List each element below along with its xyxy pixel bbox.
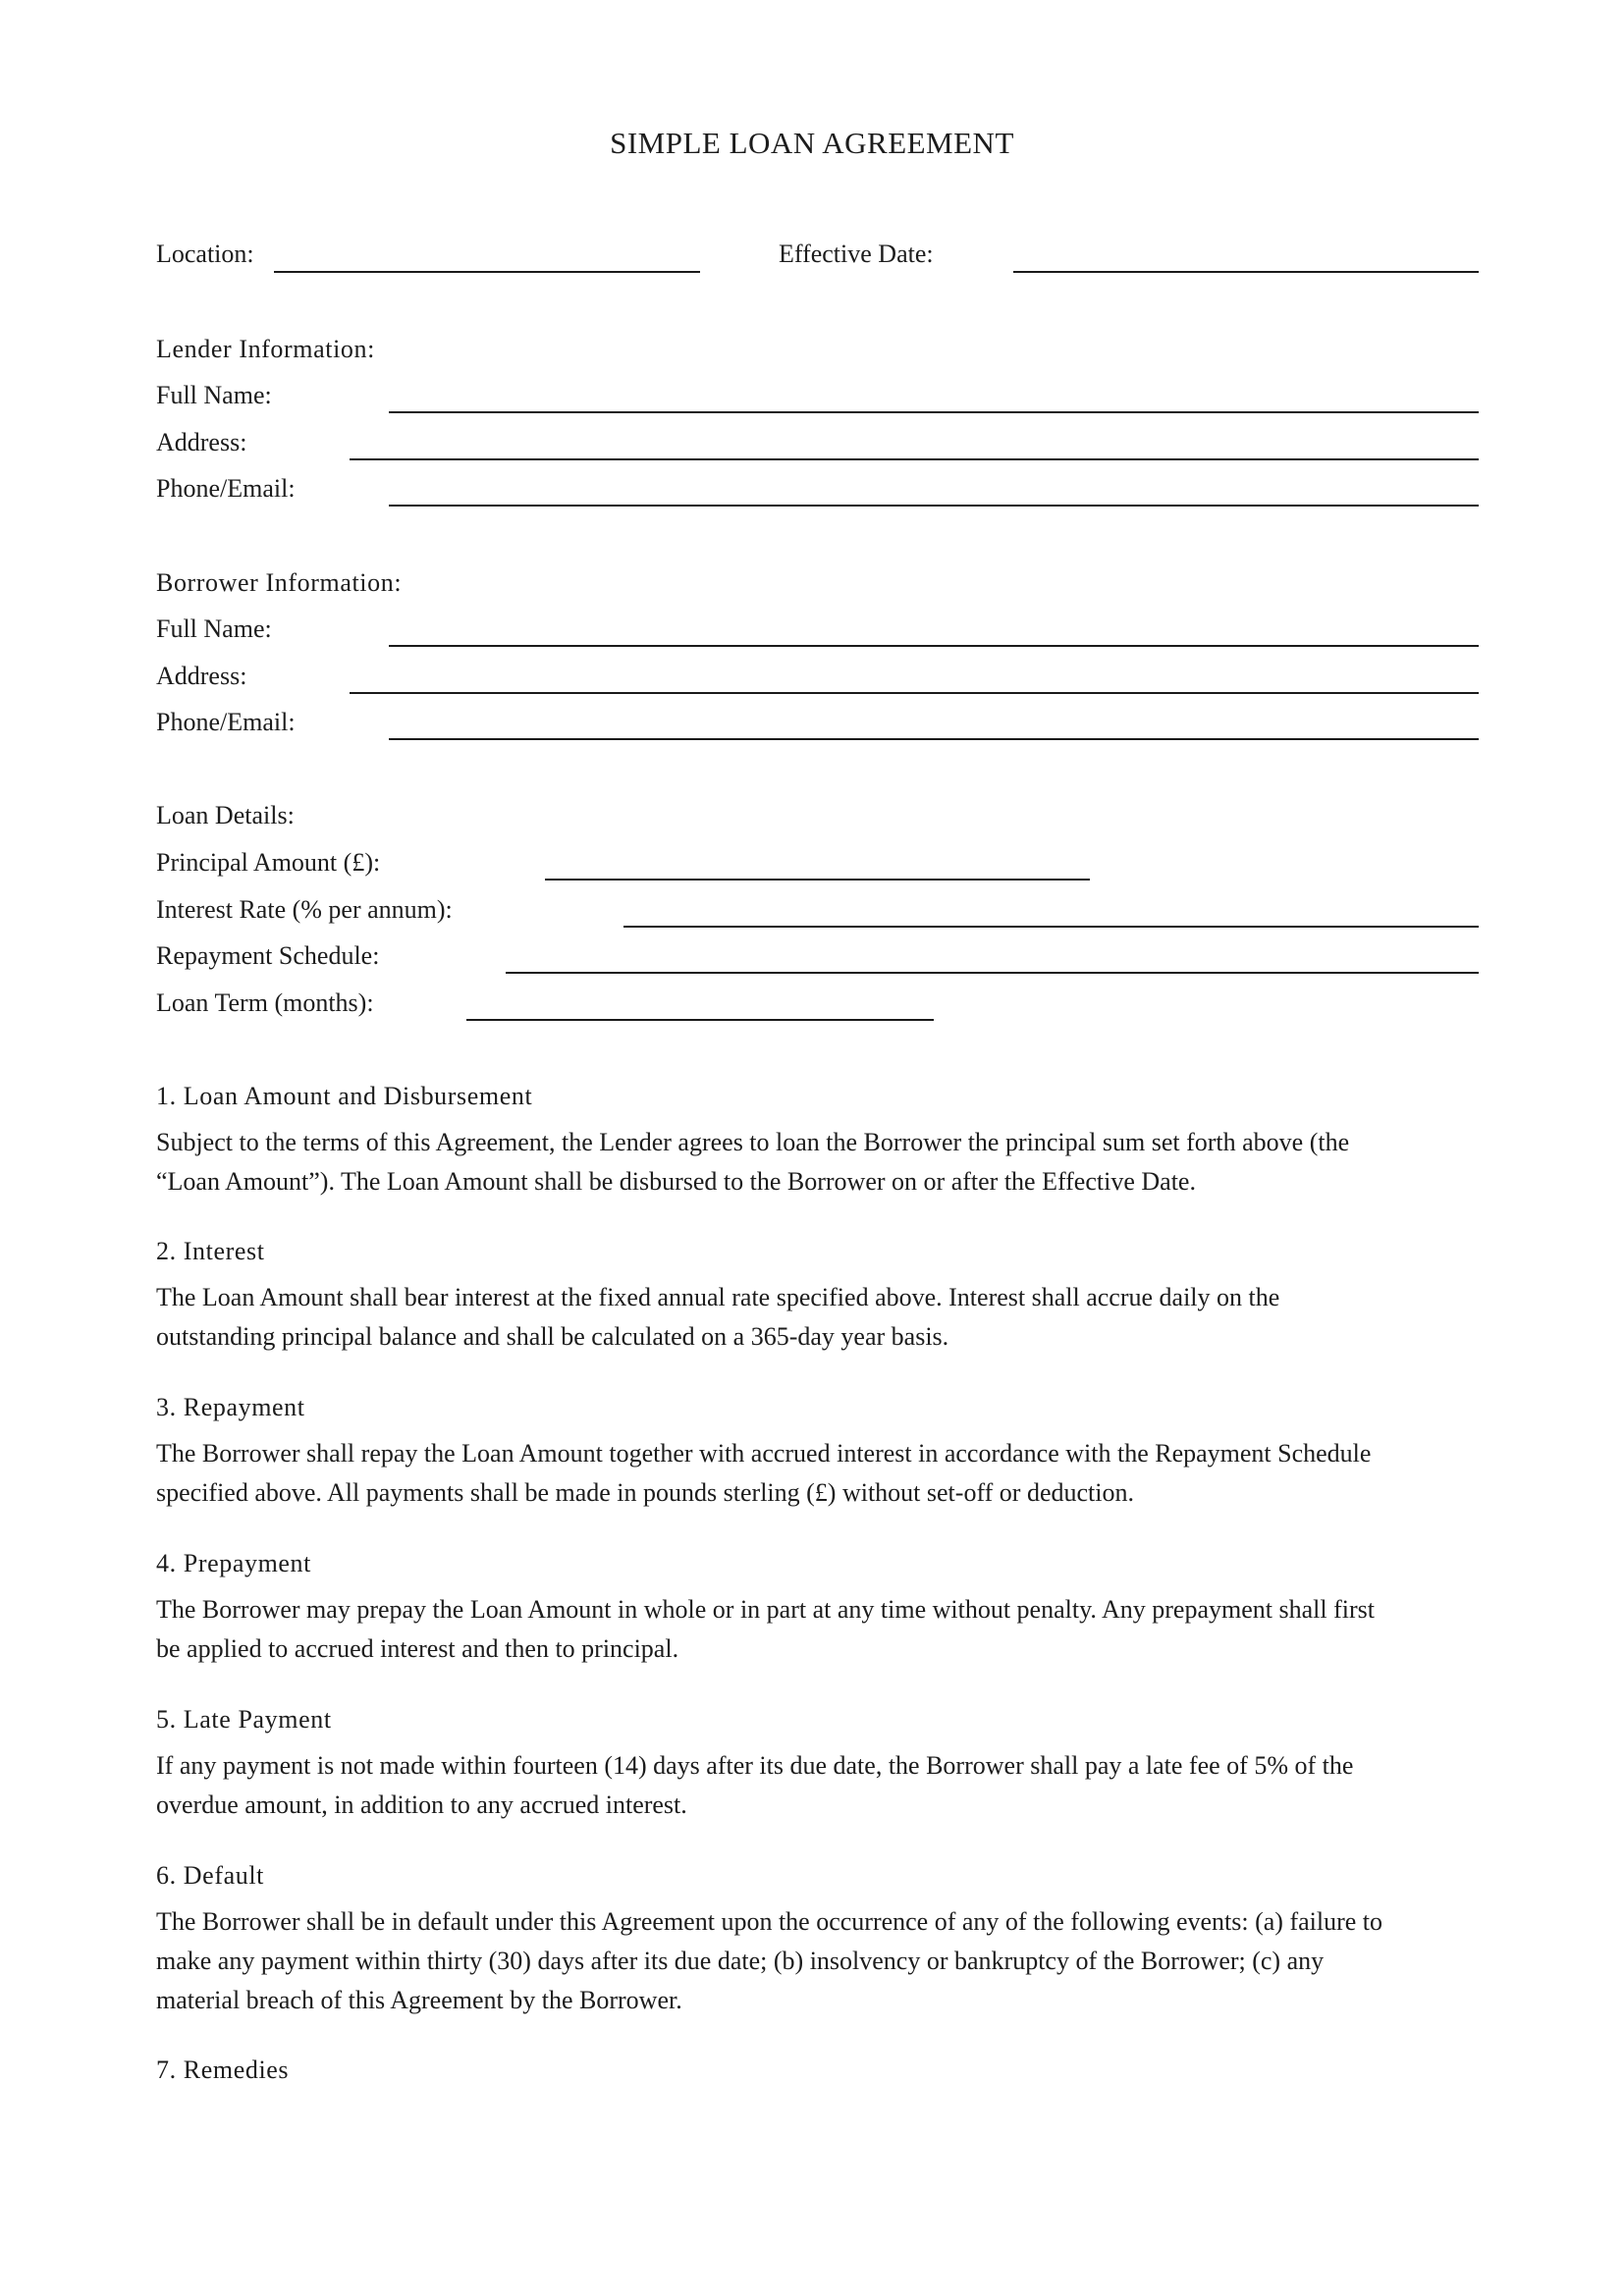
location-label: Location: bbox=[156, 240, 254, 268]
clause-1-line-1: Subject to the terms of this Agreement, the Lender agrees to loan the Borrower the principal sum set forth above (the bbox=[156, 1128, 1350, 1156]
repayment-schedule-label: Repayment Schedule: bbox=[156, 941, 380, 970]
lender-full-name-field[interactable] bbox=[389, 411, 1479, 413]
clause-6-line-3: material breach of this Agreement by the Borrower. bbox=[156, 1986, 682, 2014]
loan-term-label: Loan Term (months): bbox=[156, 988, 374, 1017]
principal-amount-field[interactable] bbox=[545, 879, 1090, 881]
borrower-full-name-label: Full Name: bbox=[156, 614, 272, 643]
borrower-address-label: Address: bbox=[156, 662, 247, 690]
clause-3-line-1: The Borrower shall repay the Loan Amount together with accrued interest in accordance with the Repayment Schedule bbox=[156, 1439, 1372, 1468]
clause-2-line-2: outstanding principal balance and shall be calculated on a 365-day year basis. bbox=[156, 1322, 949, 1351]
borrower-section-heading: Borrower Information: bbox=[156, 568, 403, 597]
clause-6-line-1: The Borrower shall be in default under this Agreement upon the occurrence of any of the following events: (a) failure to bbox=[156, 1907, 1383, 1936]
borrower-phone-email-label: Phone/Email: bbox=[156, 708, 296, 736]
lender-address-field[interactable] bbox=[350, 458, 1479, 460]
principal-amount-label: Principal Amount (£): bbox=[156, 848, 381, 877]
lender-phone-email-field[interactable] bbox=[389, 505, 1479, 507]
effective-date-label: Effective Date: bbox=[779, 240, 934, 268]
borrower-phone-email-field[interactable] bbox=[389, 738, 1479, 740]
clause-2-line-1: The Loan Amount shall bear interest at the fixed annual rate specified above. Interest shall accrue daily on the bbox=[156, 1283, 1280, 1311]
clause-4-text bbox=[156, 1590, 1482, 1669]
lender-address-label: Address: bbox=[156, 428, 247, 456]
clause-4-heading: 4. Prepayment bbox=[156, 1549, 311, 1577]
interest-rate-label: Interest Rate (% per annum): bbox=[156, 895, 453, 924]
clause-5-text bbox=[156, 1746, 1482, 1825]
clause-2-text bbox=[156, 1278, 1482, 1357]
clause-4-line-2: be applied to accrued interest and then to principal. bbox=[156, 1634, 679, 1663]
borrower-full-name-field[interactable] bbox=[389, 645, 1479, 647]
repayment-schedule-field[interactable] bbox=[506, 972, 1479, 974]
clause-5-line-1: If any payment is not made within fourteen (14) days after its due date, the Borrower shall pay a late fee of 5% of the bbox=[156, 1751, 1354, 1780]
clause-6-line-2: make any payment within thirty (30) days after its due date; (b) insolvency or bankruptcy of the Borrower; (c) any bbox=[156, 1947, 1325, 1975]
lender-section-heading: Lender Information: bbox=[156, 335, 375, 363]
clause-1-heading: 1. Loan Amount and Disbursement bbox=[156, 1082, 533, 1110]
clause-3-text bbox=[156, 1434, 1482, 1513]
document-title: SIMPLE LOAN AGREEMENT bbox=[610, 126, 1014, 160]
clause-1-text bbox=[156, 1123, 1482, 1201]
loan-term-field[interactable] bbox=[466, 1019, 934, 1021]
clause-6-heading: 6. Default bbox=[156, 1861, 264, 1890]
clause-6-text bbox=[156, 1902, 1482, 2020]
lender-phone-email-label: Phone/Email: bbox=[156, 474, 296, 503]
interest-rate-field[interactable] bbox=[623, 926, 1479, 928]
clause-5-heading: 5. Late Payment bbox=[156, 1705, 332, 1734]
clause-3-heading: 3. Repayment bbox=[156, 1393, 305, 1421]
clause-4-line-1: The Borrower may prepay the Loan Amount in whole or in part at any time without penalty. Any prepayment shall first bbox=[156, 1595, 1375, 1624]
loan-details-heading: Loan Details: bbox=[156, 801, 295, 829]
borrower-address-field[interactable] bbox=[350, 692, 1479, 694]
clause-5-line-2: overdue amount, in addition to any accrued interest. bbox=[156, 1790, 687, 1819]
clause-7-heading: 7. Remedies bbox=[156, 2056, 290, 2084]
location-field[interactable] bbox=[274, 271, 700, 273]
clause-3-line-2: specified above. All payments shall be made in pounds sterling (£) without set-off or deduction. bbox=[156, 1478, 1134, 1507]
lender-full-name-label: Full Name: bbox=[156, 381, 272, 409]
clause-1-line-2: “Loan Amount”). The Loan Amount shall be disbursed to the Borrower on or after the Effective Date. bbox=[156, 1167, 1196, 1196]
clause-2-heading: 2. Interest bbox=[156, 1237, 265, 1265]
effective-date-field[interactable] bbox=[1013, 271, 1479, 273]
